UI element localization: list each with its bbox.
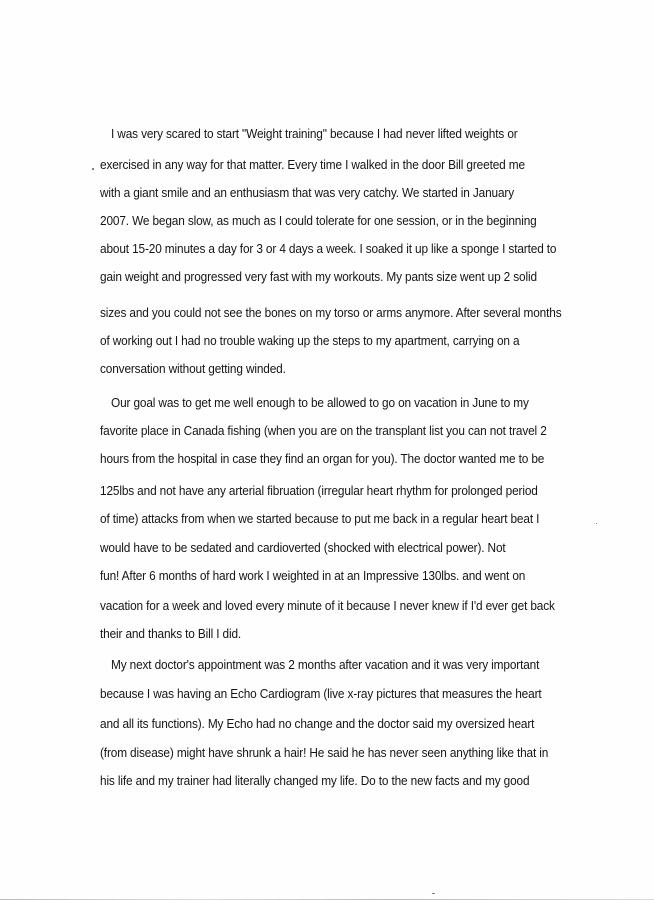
text-line: favorite place in Canada fishing (when you are on the transplant list you can not travel 2: [100, 424, 547, 438]
text-line: their and thanks to Bill I did.: [100, 627, 242, 641]
text-line: vacation for a week and loved every minute of it because I never knew if I'd ever get back: [100, 599, 555, 613]
text-line: and all its functions). My Echo had no change and the doctor said my oversized heart: [100, 717, 535, 731]
text-line: with a giant smile and an enthusiasm that was very catchy. We started in January: [100, 186, 515, 200]
text-line: about 15-20 minutes a day for 3 or 4 days a week. I soaked it up like a sponge I started to: [100, 242, 557, 256]
scan-speck: [432, 893, 435, 894]
scan-speck: [92, 168, 94, 170]
text-line: of time) attacks from when we started because to put me back in a regular heart beat I: [100, 512, 540, 526]
text-line: exercised in any way for that matter. Every time I walked in the door Bill greeted me: [100, 158, 525, 172]
text-line: (from disease) might have shrunk a hair! He said he has never seen anything like that in: [100, 746, 549, 760]
text-line: 2007. We began slow, as much as I could tolerate for one session, or in the beginning: [100, 214, 537, 228]
text-line: his life and my trainer had literally changed my life. Do to the new facts and my good: [100, 774, 530, 788]
text-line: fun! After 6 months of hard work I weighted in at an Impressive 130lbs. and went on: [100, 569, 526, 583]
text-line: 125lbs and not have any arterial fibruation (irregular heart rhythm for prolonged period: [100, 484, 538, 498]
text-line: would have to be sedated and cardioverted (shocked with electrical power). Not: [100, 541, 506, 555]
text-line: gain weight and progressed very fast with my workouts. My pants size went up 2 solid: [100, 270, 537, 284]
text-line: My next doctor's appointment was 2 months after vacation and it was very important: [111, 658, 540, 672]
text-line: because I was having an Echo Cardiogram (live x-ray pictures that measures the heart: [100, 687, 542, 701]
text-line: I was very scared to start "Weight training" because I had never lifted weights or: [111, 127, 518, 141]
text-line: sizes and you could not see the bones on my torso or arms anymore. After several months: [100, 306, 562, 320]
scan-speck: [596, 523, 597, 524]
text-line: of working out I had no trouble waking up the steps to my apartment, carrying on a: [100, 334, 520, 348]
text-line: Our goal was to get me well enough to be allowed to go on vacation in June to my: [111, 396, 529, 410]
text-line: conversation without getting winded.: [100, 362, 286, 376]
text-line: hours from the hospital in case they find an organ for you). The doctor wanted me to be: [100, 452, 545, 466]
